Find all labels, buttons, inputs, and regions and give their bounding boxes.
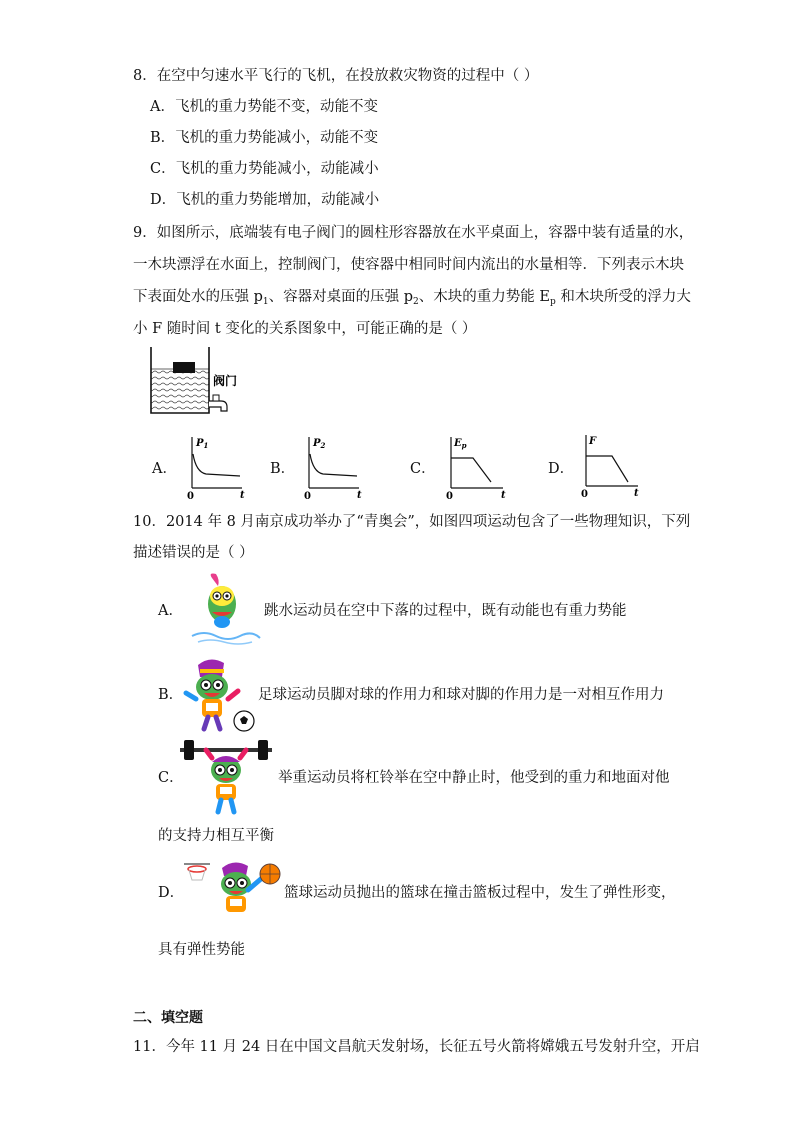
graph-b-option: B． [270, 461, 296, 477]
q8-stem: 8．在空中匀速水平飞行的飞机，在投放救灾物资的过程中（ ） [133, 68, 539, 84]
q8-option-a: A．飞机的重力势能不变，动能不变 [150, 99, 378, 115]
q10-option-c-letter: C． [158, 770, 184, 786]
graph-a [182, 432, 252, 502]
svg-text:t: t [240, 490, 245, 501]
graph-c-option: C． [410, 461, 436, 477]
graph-d-option: D． [548, 461, 575, 477]
q10-option-d-continuation: 具有弹性势能 [158, 942, 245, 958]
q9-line-1: 9．如图所示，底端装有电子阀门的圆柱形容器放在水平桌面上，容器中装有适量的水， [133, 225, 694, 241]
valve-icon [209, 401, 227, 411]
q10-option-b-text: 足球运动员脚对球的作用力和球对脚的作用力是一对相互作用力 [258, 687, 664, 703]
diver-mascot-image [190, 570, 262, 646]
basketball-mascot-image [182, 856, 282, 918]
container-figure [145, 345, 255, 420]
q10-option-a-letter: A． [158, 603, 183, 619]
svg-text:t: t [634, 488, 639, 499]
svg-text:P1: $P_1$ [196, 438, 209, 450]
weightlifter-mascot-image [176, 740, 276, 815]
graph-c [441, 432, 513, 502]
valve-label: 阀门 [213, 374, 238, 388]
q8-option-d: D．飞机的重力势能增加，动能减小 [150, 192, 380, 208]
svg-text:0: 0 [446, 491, 453, 502]
section-title-fill-in: 二、填空题 [133, 1010, 203, 1026]
q8-option-c: C．飞机的重力势能减小，动能减小 [150, 161, 379, 177]
svg-text:Ep: $E_p$ [454, 438, 467, 450]
q9-line-3: 下表面处水的压强 $p_1$、容器对桌面的压强 $p_2$、木块的重力势能 $E_p$ 和木块所受的浮力大 [133, 289, 691, 307]
q10-option-c-text: 举重运动员将杠铃举在空中静止时，他受到的重力和地面对他 [278, 770, 670, 786]
graph-d-line [586, 456, 628, 482]
q9-line-4: 小 F 随时间 t 变化的关系图象中，可能正确的是（ ） [133, 321, 477, 337]
q10-option-a-text: 跳水运动员在空中下落的过程中，既有动能也有重力势能 [264, 603, 627, 619]
wooden-block [173, 362, 195, 373]
soccer-mascot-image [180, 655, 258, 735]
graph-a-option: A． [152, 461, 177, 477]
q10-option-d-text: 篮球运动员抛出的篮球在撞击篮板过程中，发生了弹性形变， [284, 885, 676, 901]
graph-a-curve [193, 454, 240, 476]
basketball-hoop-icon [188, 866, 206, 872]
graph-c-line [451, 458, 491, 482]
q10-option-c-continuation: 的支持力相互平衡 [158, 828, 274, 844]
svg-text:F: F [589, 436, 597, 447]
q10-option-b-letter: B． [158, 687, 184, 703]
svg-text:t: t [357, 490, 362, 501]
svg-text:0: 0 [304, 491, 311, 502]
graph-b-curve [310, 454, 357, 476]
svg-text:0: 0 [581, 489, 588, 500]
q9-line-2: 一木块漂浮在水面上，控制阀门，使容器中相同时间内流出的水量相等．下列表示木块 [133, 257, 684, 273]
graph-b [299, 432, 369, 502]
q10-line-2: 描述错误的是（ ） [133, 545, 254, 561]
svg-text:t: t [501, 490, 506, 501]
svg-text:P2: $P_2$ [313, 438, 326, 450]
q11-line-1: 11．今年 11 月 24 日在中国文昌航天发射场，长征五号火箭将嫦娥五号发射升空，开启 [133, 1039, 700, 1055]
q10-option-d-letter: D． [158, 885, 185, 901]
svg-text:0: 0 [187, 491, 194, 502]
q8-option-b: B．飞机的重力势能减小，动能不变 [150, 130, 379, 146]
water [151, 369, 209, 413]
q10-line-1: 10．2014 年 8 月南京成功举办了“青奥会”，如图四项运动包含了一些物理知识，下列 [133, 514, 691, 530]
graph-d [576, 430, 648, 500]
